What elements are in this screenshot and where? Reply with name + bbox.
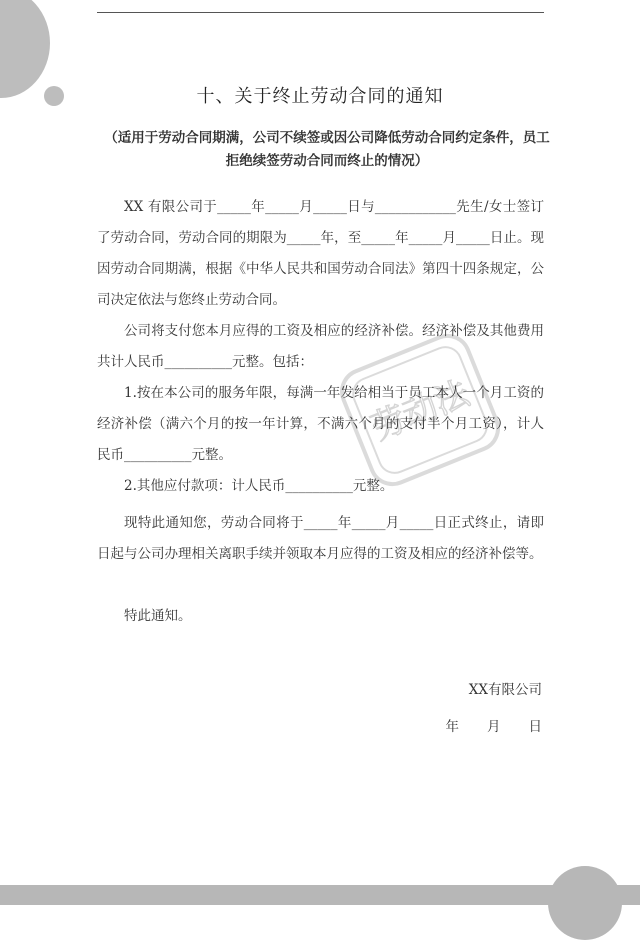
paragraph-termination-notice: 现特此通知您，劳动合同将于_____年_____月_____日正式终止，请即日起与公司办理相关离职手续并领取本月应得的工资及相应的经济补偿等。 bbox=[97, 515, 544, 562]
footer-band bbox=[0, 885, 640, 905]
paragraph-item-other-payments: 2.其他应付款项：计人民币__________元整。 bbox=[124, 478, 394, 494]
date-year-label: 年 bbox=[445, 719, 459, 735]
signature-company: XX有限公司 bbox=[468, 682, 542, 698]
watermark-text: 劳动法 bbox=[365, 373, 476, 449]
paragraph-contract-info: XX 有限公司于_____年_____月_____日与____________先生/女士签订了劳动合同，劳动合同的期限为_____年，至_____年_____月_____日止。现因劳动合同期满，根据《中华人民共和国劳动合同法》第四十四条规定，公司决定依法与您终止劳动合同。 bbox=[97, 199, 544, 308]
paragraph-item-service-years: 1.按在本公司的服务年限，每满一年发给相当于员工本人一个月工资的经济补偿（满六个月的按一年计算，不满六个月的支付半个月工资），计人民币__________元整。 bbox=[97, 385, 544, 463]
paragraph-compensation: 公司将支付您本月应得的工资及相应的经济补偿。经济补偿及其他费用共计人民币__________元整。包括： bbox=[97, 323, 544, 370]
paragraph-closing: 特此通知。 bbox=[124, 608, 192, 624]
date-month-label: 月 bbox=[487, 719, 501, 735]
date-day-label: 日 bbox=[528, 719, 542, 735]
signature-date bbox=[446, 715, 543, 735]
notice-title: 十、关于终止劳动合同的通知 bbox=[196, 86, 444, 107]
notice-subtitle: （适用于劳动合同期满，公司不续签或因公司降低劳动合同约定条件，员工拒绝续签劳动合同而终止的情况） bbox=[104, 130, 550, 169]
header-rule bbox=[97, 12, 544, 13]
